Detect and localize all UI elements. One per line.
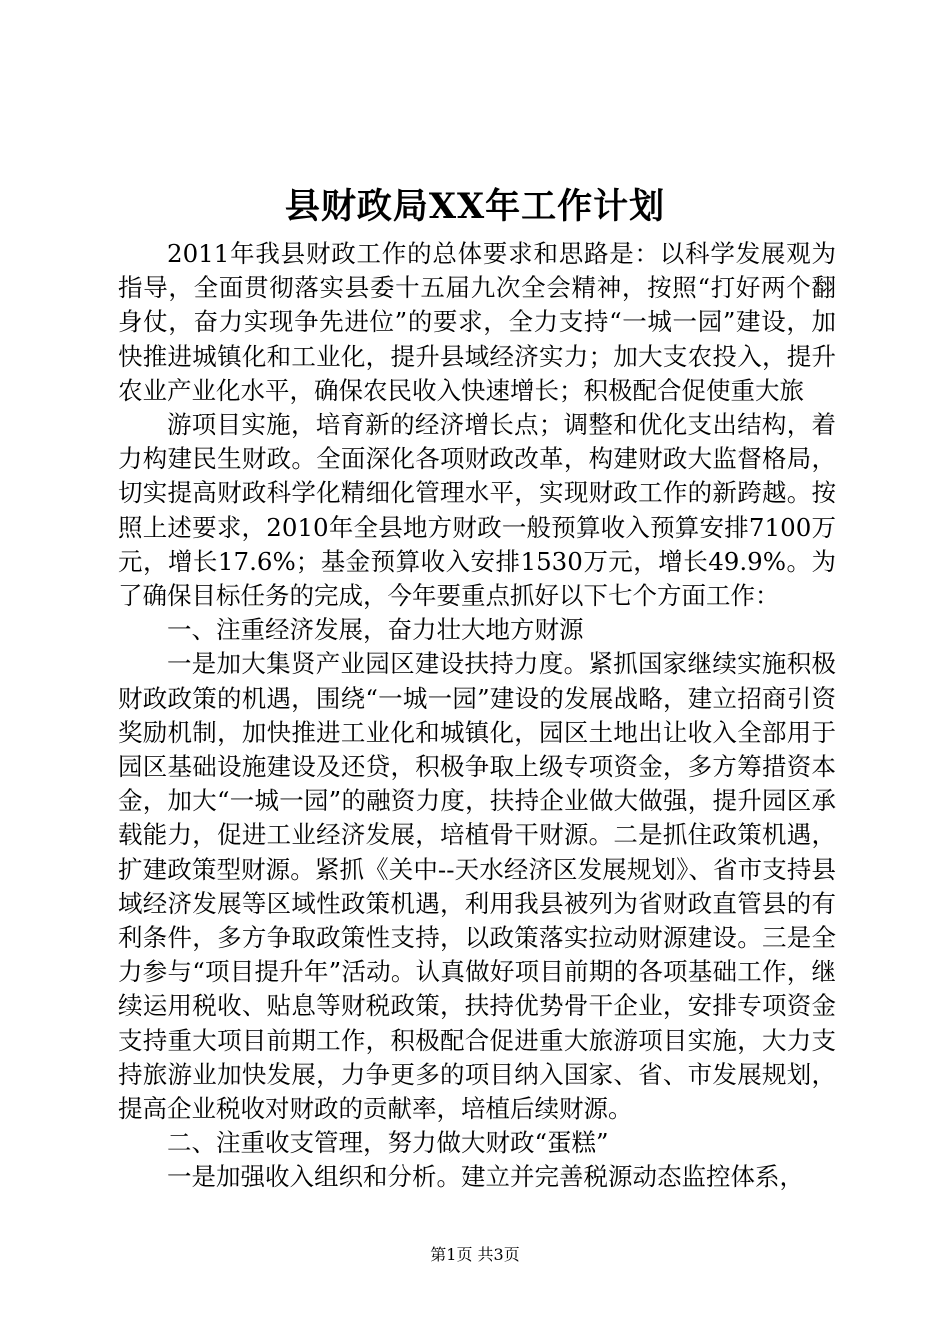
section-heading-2: 二、注重收支管理，努力做大财政“蛋糕” [167, 1128, 609, 1158]
page-number-footer: 第1页 共3页 [430, 1245, 520, 1264]
paragraph-continued: 游项目实施，培育新的经济增长点；调整和优化支出结构，着力构建民生财政。全面深化各项财政改革，构建财政大监督格局，切实提高财政科学化精细化管理水平，实现财政工作的新跨越。按照上述要求，2010年全县地方财政一般预算收入预算安排7100万元，增长17.6%；基金预算收入安排1530万元，增长49.9%。为了确保目标任务的完成，今年要重点抓好以下七个方面工作： [118, 410, 836, 611]
document-title: 县财政局XX年工作计划 [284, 186, 666, 227]
document-body [118, 237, 836, 1195]
section-heading-1: 一、注重经济发展，奋力壮大地方财源 [167, 615, 584, 645]
paragraph-intro: 2011年我县财政工作的总体要求和思路是：以科学发展观为指导，全面贯彻落实县委十五届九次全会精神，按照“打好两个翻身仗，奋力实现争先进位”的要求，全力支持“一城一园”建设，加快推进城镇化和工业化，提升县域经济实力；加大支农投入，提升农业产业化水平，确保农民收入快速增长；积极配合促使重大旅 [118, 239, 836, 405]
paragraph-section-2: 一是加强收入组织和分析。建立并完善税源动态监控体系， [167, 1162, 804, 1192]
paragraph-section-1: 一是加大集贤产业园区建设扶持力度。紧抓国家继续实施积极财政政策的机遇，围绕“一城一园”建设的发展战略，建立招商引资奖励机制，加快推进工业化和城镇化，园区土地出让收入全部用于园区基础设施建设及还贷，积极争取上级专项资金，多方筹措资本金，加大“一城一园”的融资力度，扶持企业做大做强，提升园区承载能力，促进工业经济发展，培植骨干财源。二是抓住政策机遇，扩建政策型财源。紧抓《关中--天水经济区发展规划》、省市支持县域经济发展等区域性政策机遇，利用我县被列为省财政直管县的有利条件，多方争取政策性支持，以政策落实拉动财源建设。三是全力参与“项目提升年”活动。认真做好项目前期的各项基础工作，继续运用税收、贴息等财税政策，扶持优势骨干企业，安排专项资金支持重大项目前期工作，积极配合促进重大旅游项目实施，大力支持旅游业加快发展，力争更多的项目纳入国家、省、市发展规划，提高企业税收对财政的贡献率，培植后续财源。 [118, 649, 836, 1124]
